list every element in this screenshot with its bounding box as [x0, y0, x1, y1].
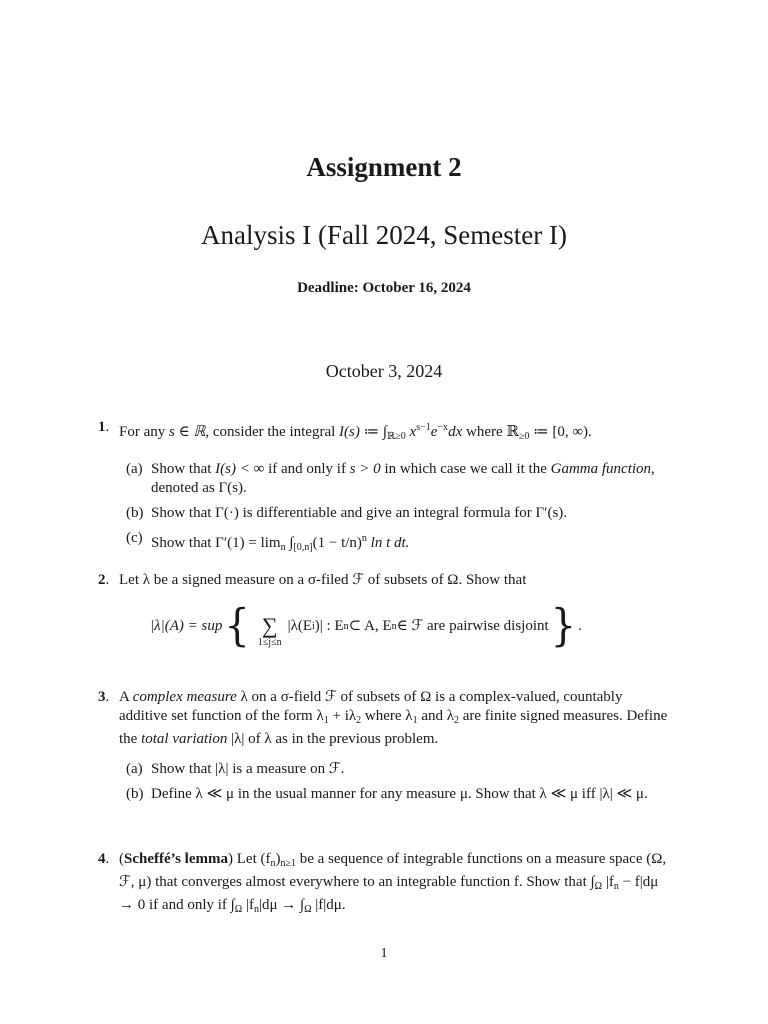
deadline-line: Deadline: October 16, 2024	[297, 280, 471, 296]
problem-2-statement: Let λ be a signed measure on a σ-filed ℱ of subsets of Ω. Show that	[119, 572, 527, 588]
summation: ∑ 1≤j≤n	[257, 613, 282, 648]
problem-number: 4.	[98, 851, 110, 867]
problem-number: 1.	[98, 419, 110, 435]
course-subtitle: Analysis I (Fall 2024, Semester I)	[201, 220, 567, 250]
page-title: Assignment 2	[306, 152, 462, 182]
problem-3-parts	[126, 760, 670, 804]
problem-1-statement: For any s ∈ ℝ, consider the integral I(s) ≔ $\int_{ℝ\ge 0}$ $x^{s-1}e^{-x}dx$ where ℝ$_{\ge 0}$ ≔ [0, ∞).	[119, 422, 592, 442]
part-b: (b) Define λ ≪ μ in the usual manner for any measure μ. Show that λ ≪ μ iff |λ| ≪ μ.	[126, 786, 648, 802]
problem-4	[98, 850, 670, 919]
part-b: (b) Show that Γ(·) is differentiable and give an integral formula for Γ′(s).	[126, 505, 568, 521]
problem-3	[98, 688, 670, 810]
document-date: October 3, 2024	[325, 361, 443, 381]
problem-3-statement: A complex measure λ on a σ-field ℱ of subsets of Ω is a complex-valued, countably additive set function of the form $\lambda_1 + i\lambda_2$ where $\lambda_1$ and $\lambda_2$ are finite signed measures. Define the total variation |λ| of λ as in the previous problem.	[119, 689, 668, 747]
problem-1	[98, 418, 670, 563]
part-a: (a) Show that I(s) < ∞ if and only if s > 0 in which case we call it the Gamma function, denoted as Γ(s).	[126, 461, 655, 496]
part-c: (c) Show that $\Gamma'(1) = \lim_n \int_{[0,n]}(1 - t/n)^n$ ln t dt.	[126, 530, 410, 553]
problem-4-statement: (Scheffé’s lemma) Let $(f_n)_{n\ge 1}$ be a sequence of integrable functions on a measure space (Ω, ℱ, μ) that converges almost everywhere to an integrable function f. Show that $\int_\Omega$ $|f_n - f|d\mu \to 0$ if and only if $\int_\Omega$ $|f_n|d\mu \to \int_\Omega$ |f|dμ.	[119, 851, 667, 915]
page-number: 1	[380, 946, 388, 961]
part-a: (a) Show that |λ| is a measure on ℱ.	[126, 761, 345, 777]
problem-1-parts	[126, 460, 670, 557]
problem-2	[98, 571, 670, 652]
problem-number: 2.	[98, 572, 110, 588]
display-equation: |λ|(A) = sup { ∑ 1≤j≤n |λ(E i )| : E n ⊂ A, E n ∈ ℱ are pairwise disjoint } .	[150, 600, 582, 652]
problem-number: 3.	[98, 689, 110, 705]
